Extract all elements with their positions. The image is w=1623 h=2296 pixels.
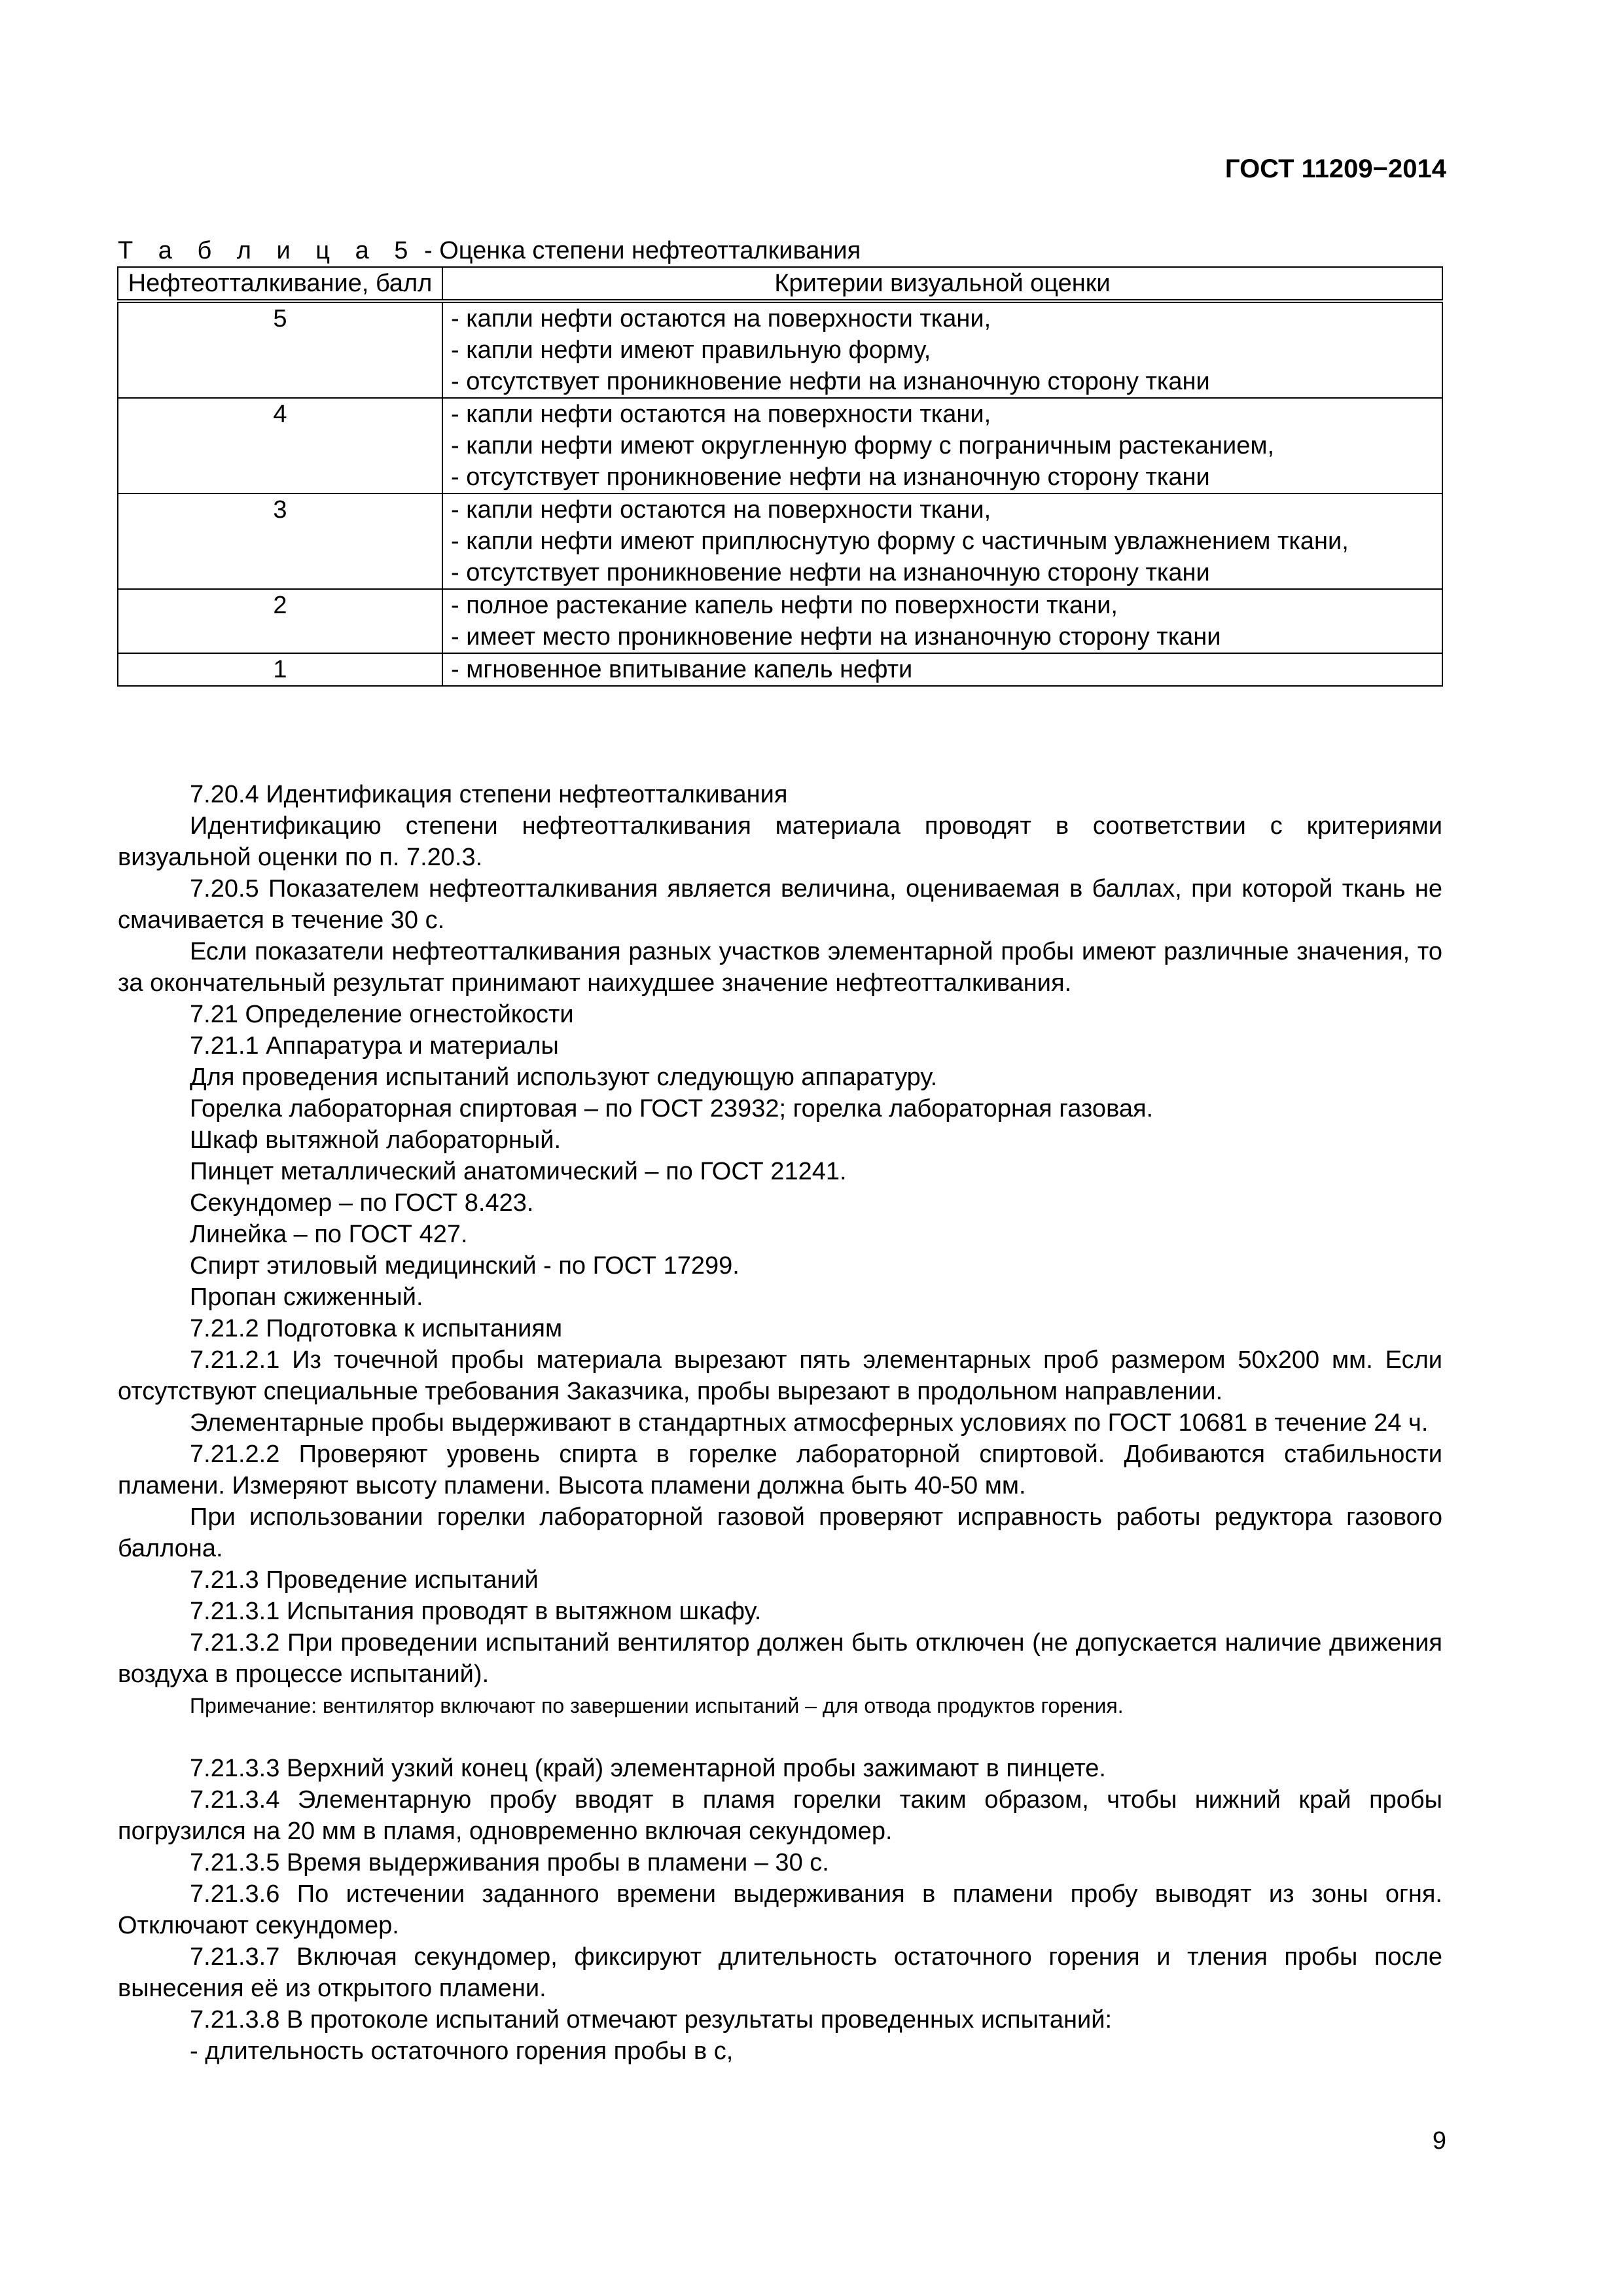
criteria-line: - капли нефти остаются на поверхности ткани, <box>451 305 991 332</box>
table-row <box>118 398 1442 493</box>
paragraph: Для проведения испытаний используют следующую аппаратуру. <box>190 1064 938 1091</box>
table-row <box>118 301 1442 398</box>
criteria-cell <box>442 493 1442 589</box>
equipment-item: Линейка – по ГОСТ 427. <box>190 1221 468 1248</box>
paragraph: 7.21.3.6 По истечении заданного времени выдерживания в пламени пробу выводят из зоны огня. Отключают секундомер. <box>118 1880 1442 1939</box>
score-cell: 3 <box>118 493 442 589</box>
table-caption-title: Оценка степени нефтеотталкивания <box>439 237 861 264</box>
subsection-heading: 7.21.2 Подготовка к испытаниям <box>190 1315 563 1342</box>
paragraph: 7.21.3.7 Включая секундомер, фиксируют длительность остаточного горения и тления пробы после вынесения её из открытого пламени. <box>118 1943 1442 2002</box>
criteria-cell <box>442 653 1442 686</box>
column-header-score: Нефтеотталкивание, балл <box>118 267 442 301</box>
paragraph: 7.21.3.3 Верхний узкий конец (край) элементарной пробы зажимают в пинцете. <box>190 1755 1106 1782</box>
equipment-item: Пинцет металлический анатомический – по ГОСТ 21241. <box>190 1158 847 1185</box>
paragraph: 7.21.3.1 Испытания проводят в вытяжном шкафу. <box>190 1598 762 1625</box>
paragraph: 7.21.3.4 Элементарную пробу вводят в пламя горелки таким образом, чтобы нижний край пробы погрузился на 20 мм в пламя, одновременно включая секундомер. <box>118 1786 1442 1845</box>
table-row <box>118 589 1442 653</box>
note: Примечание: вентилятор включают по завершении испытаний – для отвода продуктов горения. <box>190 1694 1124 1717</box>
subsection-heading: 7.21.1 Аппаратура и материалы <box>190 1032 559 1060</box>
score-cell: 2 <box>118 589 442 653</box>
score-cell: 1 <box>118 653 442 686</box>
table-header-row <box>118 267 1442 301</box>
criteria-line: - капли нефти имеют правильную форму, <box>451 336 931 364</box>
paragraph: 7.20.4 Идентификация степени нефтеотталкивания <box>190 781 788 808</box>
equipment-item: Спирт этиловый медицинский - по ГОСТ 17299. <box>190 1252 740 1280</box>
paragraph: Если показатели нефтеотталкивания разных участков элементарной пробы имеют различные значения, то за окончательный результат принимают наихудшее значение нефтеотталкивания. <box>118 938 1442 997</box>
criteria-line: - капли нефти имеют приплюснутую форму с частичным увлажнением ткани, <box>451 528 1349 555</box>
paragraph: 7.21.3.5 Время выдерживания пробы в пламени – 30 с. <box>190 1849 829 1876</box>
section-heading: 7.21 Определение огнестойкости <box>190 1001 574 1028</box>
page-number: 9 <box>1432 2127 1446 2155</box>
criteria-line: - капли нефти остаются на поверхности ткани, <box>451 496 991 524</box>
equipment-item: Шкаф вытяжной лабораторный. <box>190 1126 562 1154</box>
criteria-line: - отсутствует проникновение нефти на изнаночную сторону ткани <box>451 559 1210 586</box>
paragraph: 7.21.3.2 При проведении испытаний вентилятор должен быть отключен (не допускается наличие движения воздуха в процессе испытаний). <box>118 1629 1442 1688</box>
table-caption-dash: - <box>417 237 440 264</box>
paragraph: 7.20.5 Показателем нефтеотталкивания является величина, оцениваемая в баллах, при которой ткань не смачивается в течение 30 с. <box>118 875 1442 934</box>
score-cell: 4 <box>118 398 442 493</box>
equipment-item: Горелка лабораторная спиртовая – по ГОСТ 23932; горелка лабораторная газовая. <box>190 1095 1154 1122</box>
paragraph: 7.21.2.2 Проверяют уровень спирта в горелке лабораторной спиртовой. Добиваются стабильности пламени. Измеряют высоту пламени. Высота пламени должна быть 40-50 мм. <box>118 1441 1442 1499</box>
table-row <box>118 653 1442 686</box>
score-cell: 5 <box>118 301 442 398</box>
paragraph: Элементарные пробы выдерживают в стандартных атмосферных условиях по ГОСТ 10681 в течение 24 ч. <box>190 1409 1429 1437</box>
table-caption <box>118 237 861 265</box>
oil-repellency-table <box>117 266 1443 687</box>
criteria-line: - капли нефти имеют округленную форму с пограничным растеканием, <box>451 432 1275 459</box>
document-body <box>118 779 1442 2067</box>
list-item: - длительность остаточного горения пробы в с, <box>190 2037 734 2065</box>
criteria-line: - имеет место проникновение нефти на изнаночную сторону ткани <box>451 623 1221 651</box>
criteria-line: - отсутствует проникновение нефти на изнаночную сторону ткани <box>451 463 1210 491</box>
criteria-line: - полное растекание капель нефти по поверхности ткани, <box>451 592 1118 619</box>
paragraph: 7.21.3.8 В протоколе испытаний отмечают результаты проведенных испытаний: <box>190 2006 1113 2034</box>
subsection-heading: 7.21.3 Проведение испытаний <box>190 1566 539 1594</box>
column-header-criteria: Критерии визуальной оценки <box>442 267 1442 301</box>
paragraph: 7.21.2.1 Из точечной пробы материала вырезают пять элементарных проб размером 50х200 мм. Если отсутствуют специальные требования Заказчика, пробы вырезают в продольном направлении. <box>118 1346 1442 1405</box>
equipment-item: Секундомер – по ГОСТ 8.423. <box>190 1189 534 1217</box>
table-caption-label: Т а б л и ц а 5 <box>118 237 418 264</box>
criteria-cell <box>442 398 1442 493</box>
criteria-cell <box>442 589 1442 653</box>
table-row <box>118 493 1442 589</box>
criteria-cell <box>442 301 1442 398</box>
paragraph: Идентификацию степени нефтеотталкивания материала проводят в соответствии с критериями визуальной оценки по п. 7.20.3. <box>118 812 1442 871</box>
paragraph: При использовании горелки лабораторной газовой проверяют исправность работы редуктора газового баллона. <box>118 1503 1442 1562</box>
document-code: ГОСТ 11209−2014 <box>1224 154 1446 183</box>
criteria-line: - капли нефти остаются на поверхности ткани, <box>451 401 991 428</box>
criteria-line: - мгновенное впитывание капель нефти <box>451 656 913 683</box>
equipment-item: Пропан сжиженный. <box>190 1283 423 1311</box>
criteria-line: - отсутствует проникновение нефти на изнаночную сторону ткани <box>451 368 1210 395</box>
